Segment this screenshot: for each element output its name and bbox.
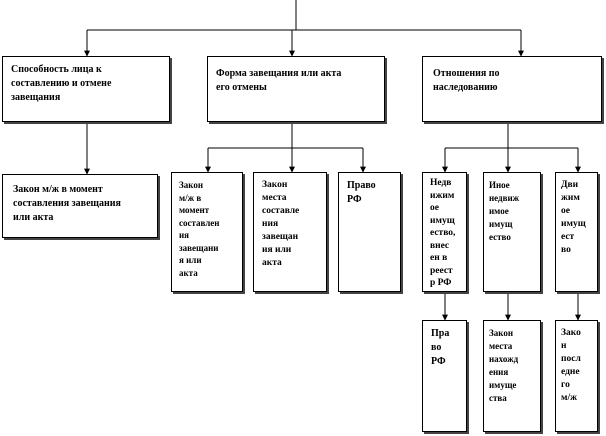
law-at-time-text: Закон м/ж в момент составлен ия завещани я или акта: [179, 180, 220, 278]
bottom-rf-law-text: Пра во РФ: [431, 328, 450, 367]
relations-text: Отношения по наследованию: [433, 68, 500, 93]
capacity-box: [2, 56, 170, 122]
location-law-box: [483, 320, 541, 432]
form-text: Форма завещания или акта его отмены: [216, 68, 342, 93]
rf-law-text: Право РФ: [347, 180, 376, 205]
real-estate-text: Недв ижим ое имущ ество, внес ен в реест р РФ: [430, 178, 456, 288]
capacity-child-box: [2, 174, 158, 238]
capacity-child-text: Закон м/ж в момент составления завещания или акта: [13, 184, 121, 223]
form-box: [207, 56, 385, 122]
bottom-rf-law-box: [422, 320, 467, 432]
law-place-box: [253, 172, 327, 292]
rf-law-box: [338, 172, 401, 292]
movable-box: [555, 172, 598, 292]
relations-box: [422, 56, 602, 122]
other-real-estate-box: [483, 172, 541, 292]
domicile-law-box: [555, 320, 598, 432]
law-place-text: Закон места составле ния завещан ия или акта: [262, 180, 300, 268]
law-at-time-box: [171, 172, 243, 292]
location-law-text: Закон места нахожд ения имуще ства: [489, 328, 519, 403]
other-real-estate-text: Иное недвиж имое имущ ество: [489, 180, 520, 242]
movable-text: Дви жим ое имущ ест во: [561, 180, 586, 255]
domicile-law-text: Зако н посл едне го м/ж: [561, 328, 581, 403]
capacity-text: Способность лица к составлению и отмене завещания: [11, 64, 112, 103]
real-estate-box: [422, 172, 467, 292]
